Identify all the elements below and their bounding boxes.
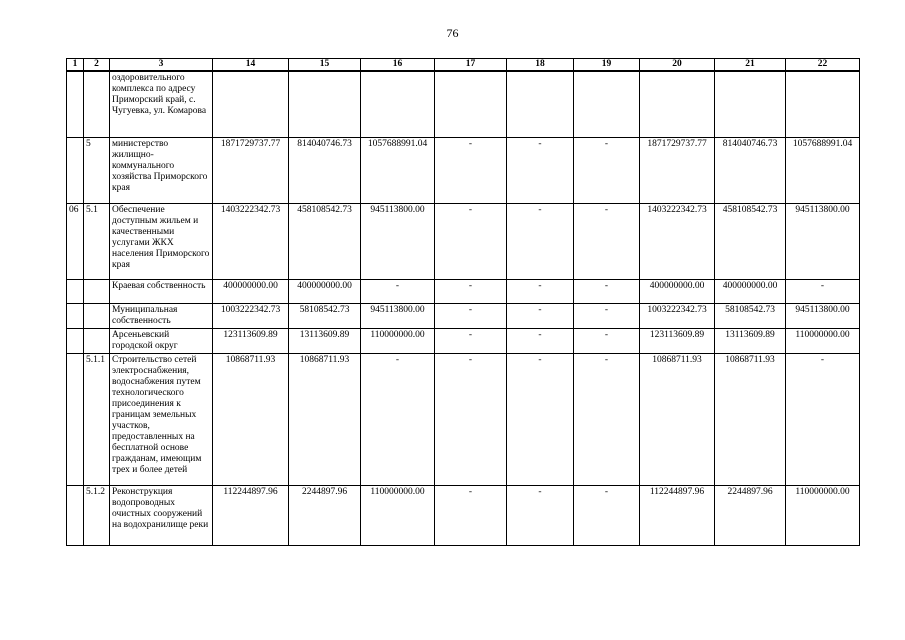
value-col-14: 10868711.93	[213, 353, 289, 485]
row-code: 06	[67, 203, 84, 279]
row-number	[84, 328, 110, 353]
value-col-16: 110000000.00	[361, 328, 435, 353]
col-header: 2	[84, 59, 110, 72]
row-name: Арсеньевский городской округ	[110, 328, 213, 353]
row-number	[84, 279, 110, 303]
value-col-15: 10868711.93	[289, 353, 361, 485]
header-row	[67, 59, 860, 72]
row-number: 5.1.2	[84, 485, 110, 545]
value-col-21: 814040746.73	[715, 137, 786, 203]
value-col-20: 10868711.93	[640, 353, 715, 485]
row-code	[67, 353, 84, 485]
page-number: 76	[446, 26, 459, 40]
table-row	[67, 485, 860, 545]
value-col-17: -	[435, 279, 507, 303]
row-name: Краевая собственность	[110, 279, 213, 303]
budget-table	[66, 58, 860, 546]
value-col-18: -	[507, 137, 574, 203]
table-row	[67, 137, 860, 203]
value-col-21: 400000000.00	[715, 279, 786, 303]
col-header: 18	[507, 59, 574, 72]
value-col-14: 1003222342.73	[213, 303, 289, 328]
value-col-17: -	[435, 303, 507, 328]
value-col-16: 1057688991.04	[361, 137, 435, 203]
value-col-22: 945113800.00	[786, 303, 860, 328]
value-col-21: 2244897.96	[715, 485, 786, 545]
value-col-14: 112244897.96	[213, 485, 289, 545]
table-row	[67, 353, 860, 485]
value-col-19: -	[574, 203, 640, 279]
value-col-18: -	[507, 203, 574, 279]
value-col-19: -	[574, 279, 640, 303]
col-header: 22	[786, 59, 860, 72]
value-col-20: 123113609.89	[640, 328, 715, 353]
value-col-14: 123113609.89	[213, 328, 289, 353]
table-body	[67, 71, 860, 545]
value-col-20: 1003222342.73	[640, 303, 715, 328]
value-col-15: 58108542.73	[289, 303, 361, 328]
value-col-16	[361, 71, 435, 137]
col-header: 20	[640, 59, 715, 72]
value-col-19: -	[574, 303, 640, 328]
table-row	[67, 71, 860, 137]
value-col-15: 400000000.00	[289, 279, 361, 303]
value-col-22	[786, 71, 860, 137]
value-col-19: -	[574, 485, 640, 545]
value-col-16: 110000000.00	[361, 485, 435, 545]
col-header: 17	[435, 59, 507, 72]
table-row	[67, 303, 860, 328]
value-col-22: -	[786, 279, 860, 303]
row-code	[67, 71, 84, 137]
col-header: 1	[67, 59, 84, 72]
row-code	[67, 279, 84, 303]
value-col-17: -	[435, 485, 507, 545]
value-col-20	[640, 71, 715, 137]
value-col-22: 1057688991.04	[786, 137, 860, 203]
value-col-19: -	[574, 353, 640, 485]
value-col-19: -	[574, 137, 640, 203]
value-col-20: 1871729737.77	[640, 137, 715, 203]
value-col-20: 1403222342.73	[640, 203, 715, 279]
value-col-16: 945113800.00	[361, 203, 435, 279]
table-row	[67, 328, 860, 353]
value-col-22: -	[786, 353, 860, 485]
row-number	[84, 303, 110, 328]
value-col-15: 458108542.73	[289, 203, 361, 279]
value-col-18: -	[507, 303, 574, 328]
row-number: 5	[84, 137, 110, 203]
col-header: 19	[574, 59, 640, 72]
value-col-17: -	[435, 137, 507, 203]
value-col-16: -	[361, 353, 435, 485]
value-col-19	[574, 71, 640, 137]
row-name: Обеспечение доступным жильем и качественными услугами ЖКХ населения Приморского края	[110, 203, 213, 279]
value-col-21: 458108542.73	[715, 203, 786, 279]
value-col-17: -	[435, 328, 507, 353]
table-row	[67, 203, 860, 279]
col-header: 16	[361, 59, 435, 72]
row-code	[67, 328, 84, 353]
row-name: Реконструкция водопроводных очистных сооружений на водохранилище реки	[110, 485, 213, 545]
value-col-21: 58108542.73	[715, 303, 786, 328]
value-col-18: -	[507, 279, 574, 303]
value-col-21	[715, 71, 786, 137]
value-col-14: 400000000.00	[213, 279, 289, 303]
value-col-17: -	[435, 203, 507, 279]
row-code	[67, 485, 84, 545]
row-name: Строительство сетей электроснабжения, водоснабжения путем технологического присоединения к границам земельных участков, предоставленных на бесплатной основе гражданам, имеющим трех и более детей	[110, 353, 213, 485]
value-col-17	[435, 71, 507, 137]
value-col-15: 13113609.89	[289, 328, 361, 353]
value-col-20: 400000000.00	[640, 279, 715, 303]
col-header: 3	[110, 59, 213, 72]
row-code	[67, 303, 84, 328]
value-col-14: 1871729737.77	[213, 137, 289, 203]
row-name: оздоровительного комплекса по адресу Приморский край, с. Чугуевка, ул. Комарова	[110, 71, 213, 137]
value-col-21: 10868711.93	[715, 353, 786, 485]
value-col-15: 2244897.96	[289, 485, 361, 545]
col-header: 21	[715, 59, 786, 72]
row-code	[67, 137, 84, 203]
row-number	[84, 71, 110, 137]
value-col-22: 110000000.00	[786, 485, 860, 545]
value-col-18: -	[507, 328, 574, 353]
value-col-21: 13113609.89	[715, 328, 786, 353]
value-col-18: -	[507, 353, 574, 485]
value-col-18	[507, 71, 574, 137]
value-col-17: -	[435, 353, 507, 485]
value-col-20: 112244897.96	[640, 485, 715, 545]
value-col-15	[289, 71, 361, 137]
table-row	[67, 279, 860, 303]
value-col-18: -	[507, 485, 574, 545]
row-number: 5.1	[84, 203, 110, 279]
col-header: 14	[213, 59, 289, 72]
row-name: Муниципальная собственность	[110, 303, 213, 328]
value-col-22: 945113800.00	[786, 203, 860, 279]
value-col-16: -	[361, 279, 435, 303]
row-number: 5.1.1	[84, 353, 110, 485]
value-col-14: 1403222342.73	[213, 203, 289, 279]
value-col-19: -	[574, 328, 640, 353]
row-name: министерство жилищно-коммунального хозяйства Приморского края	[110, 137, 213, 203]
value-col-16: 945113800.00	[361, 303, 435, 328]
value-col-14	[213, 71, 289, 137]
value-col-15: 814040746.73	[289, 137, 361, 203]
value-col-22: 110000000.00	[786, 328, 860, 353]
col-header: 15	[289, 59, 361, 72]
